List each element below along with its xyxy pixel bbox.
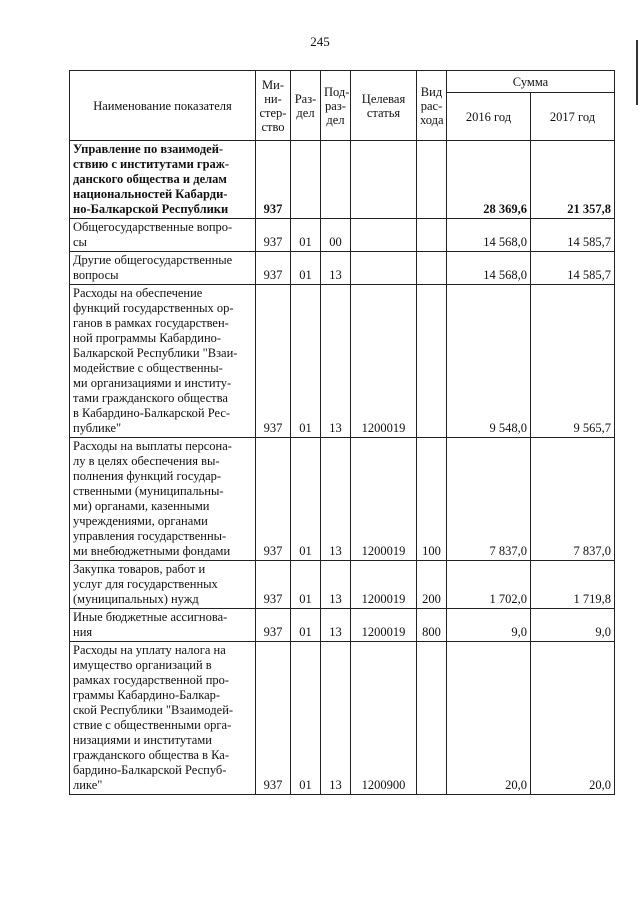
row-subsection-cell [321, 141, 351, 219]
row-2017-sum-cell: 14 585,7 [531, 219, 615, 252]
table-header [70, 71, 615, 141]
row-name-cell: Иные бюджетные ассигнова- ния [70, 609, 256, 642]
row-ministry-cell: 937 [256, 609, 291, 642]
table-row [70, 252, 615, 285]
row-name-cell: Расходы на уплату налога на имущество организаций в рамках государственной про- граммы Кабардино-Балкар- ской Республики "Взаимодей- ствие с общественными орга- низациями и институтами гражданского общества в Ка- бардино-Балкарской Респуб- лике" [70, 642, 256, 795]
row-section-cell: 01 [291, 561, 321, 609]
page-number: 245 [310, 34, 330, 49]
table-row [70, 438, 615, 561]
table-row [70, 642, 615, 795]
header-section: Раз- дел [291, 71, 321, 141]
row-2016-sum-cell: 14 568,0 [447, 219, 531, 252]
row-2017-sum-cell: 7 837,0 [531, 438, 615, 561]
row-target-article-cell: 1200019 [351, 285, 417, 438]
row-expense-type-cell [417, 285, 447, 438]
row-name-cell: Закупка товаров, работ и услуг для государственных (муниципальных) нужд [70, 561, 256, 609]
header-target-article: Целевая статья [351, 71, 417, 141]
row-section-cell: 01 [291, 438, 321, 561]
row-2017-sum-cell: 9 565,7 [531, 285, 615, 438]
row-name-cell: Управление по взаимодей- ствию с институтами граж- данского общества и делам национальностей Кабарди- но-Балкарской Республики [70, 141, 256, 219]
row-2016-sum-cell: 14 568,0 [447, 252, 531, 285]
row-target-article-cell: 1200900 [351, 642, 417, 795]
row-expense-type-cell [417, 219, 447, 252]
scan-edge-line [636, 40, 638, 105]
row-target-article-cell: 1200019 [351, 609, 417, 642]
row-section-cell: 01 [291, 642, 321, 795]
row-2017-sum-cell: 9,0 [531, 609, 615, 642]
row-ministry-cell: 937 [256, 219, 291, 252]
row-section-cell [291, 141, 321, 219]
row-2017-sum-cell: 14 585,7 [531, 252, 615, 285]
header-ministry: Ми- ни- стер- ство [256, 71, 291, 141]
row-subsection-cell: 13 [321, 438, 351, 561]
row-subsection-cell: 13 [321, 561, 351, 609]
row-ministry-cell: 937 [256, 252, 291, 285]
row-2016-sum-cell: 9,0 [447, 609, 531, 642]
row-target-article-cell [351, 141, 417, 219]
row-target-article-cell: 1200019 [351, 438, 417, 561]
row-expense-type-cell: 200 [417, 561, 447, 609]
row-name-cell: Расходы на обеспечение функций государственных ор- ганов в рамках государствен- ной программы Кабардино- Балкарской Республики "Взаи- модействие с общественны- ми организациями и институ- тами гражданского общества в Кабардино-Балкарской Рес- публике" [70, 285, 256, 438]
row-subsection-cell: 13 [321, 642, 351, 795]
row-2016-sum-cell: 9 548,0 [447, 285, 531, 438]
row-name-cell: Другие общегосударственные вопросы [70, 252, 256, 285]
header-subsection: Под- раз- дел [321, 71, 351, 141]
row-target-article-cell: 1200019 [351, 561, 417, 609]
row-expense-type-cell: 100 [417, 438, 447, 561]
row-2016-sum-cell: 28 369,6 [447, 141, 531, 219]
header-year-2017: 2017 год [531, 93, 615, 141]
row-2016-sum-cell: 20,0 [447, 642, 531, 795]
table-row [70, 219, 615, 252]
row-name-cell: Общегосударственные вопро- сы [70, 219, 256, 252]
row-ministry-cell: 937 [256, 642, 291, 795]
table-row [70, 285, 615, 438]
row-target-article-cell [351, 219, 417, 252]
row-2017-sum-cell: 21 357,8 [531, 141, 615, 219]
row-2016-sum-cell: 7 837,0 [447, 438, 531, 561]
row-subsection-cell: 00 [321, 219, 351, 252]
row-section-cell: 01 [291, 285, 321, 438]
row-subsection-cell: 13 [321, 252, 351, 285]
row-ministry-cell: 937 [256, 285, 291, 438]
header-year-2016: 2016 год [447, 93, 531, 141]
row-expense-type-cell: 800 [417, 609, 447, 642]
row-ministry-cell: 937 [256, 561, 291, 609]
row-expense-type-cell [417, 141, 447, 219]
row-subsection-cell: 13 [321, 285, 351, 438]
table-row [70, 609, 615, 642]
row-ministry-cell: 937 [256, 438, 291, 561]
row-expense-type-cell [417, 252, 447, 285]
row-expense-type-cell [417, 642, 447, 795]
row-2017-sum-cell: 20,0 [531, 642, 615, 795]
header-sum: Сумма [447, 71, 615, 93]
row-target-article-cell [351, 252, 417, 285]
table-row [70, 561, 615, 609]
row-2017-sum-cell: 1 719,8 [531, 561, 615, 609]
row-subsection-cell: 13 [321, 609, 351, 642]
table-row [70, 141, 615, 219]
header-expense-type: Вид рас- хода [417, 71, 447, 141]
row-section-cell: 01 [291, 252, 321, 285]
row-section-cell: 01 [291, 219, 321, 252]
table-body [70, 141, 615, 795]
row-section-cell: 01 [291, 609, 321, 642]
row-ministry-cell: 937 [256, 141, 291, 219]
budget-table [69, 70, 615, 795]
row-2016-sum-cell: 1 702,0 [447, 561, 531, 609]
row-name-cell: Расходы на выплаты персона- лу в целях обеспечения вы- полнения функций государ- ственными (муниципальны- ми) органами, казенными учреждениями, органами управления государственны- ми внебюджетными фондами [70, 438, 256, 561]
header-name: Наименование показателя [70, 71, 256, 141]
